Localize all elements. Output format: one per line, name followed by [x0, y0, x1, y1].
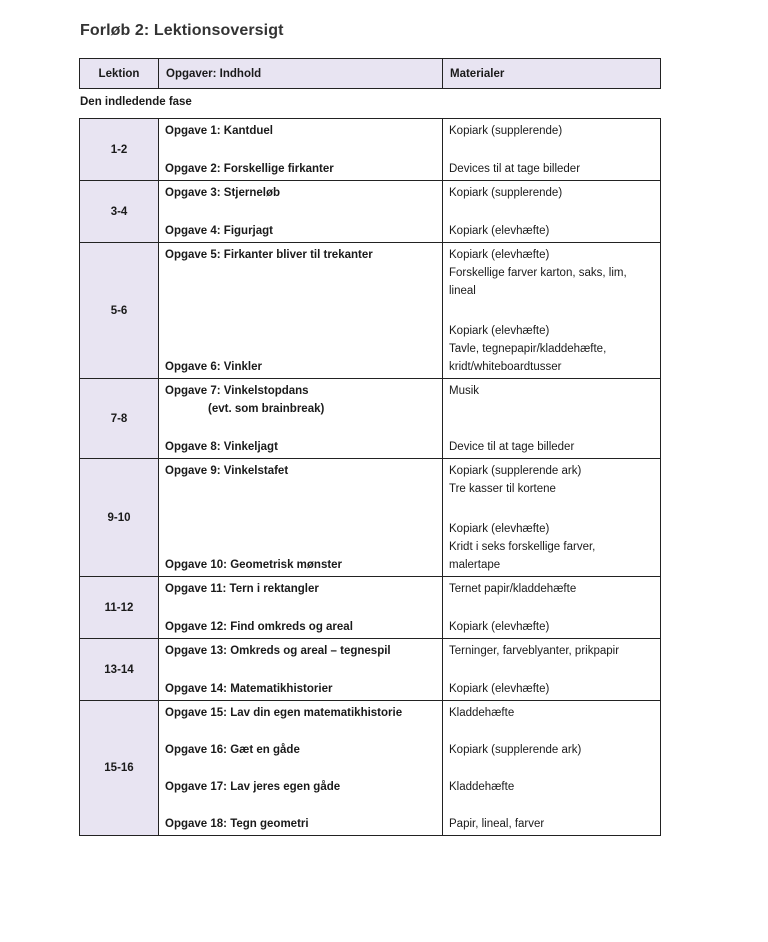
tasks-cell: [159, 639, 443, 701]
tasks-cell: [159, 459, 443, 577]
task-block: [165, 642, 436, 660]
material-line: Kladdehæfte: [449, 707, 515, 719]
lektion-cell: 13-14: [80, 639, 159, 701]
task-block: [165, 358, 436, 376]
material-line: Musik: [449, 385, 480, 397]
task-title: Opgave 4: Figurjagt: [165, 225, 273, 237]
material-block: [449, 438, 654, 456]
lektion-cell: 11-12: [80, 577, 159, 639]
material-block: [449, 815, 654, 833]
task-title: Opgave 6: Vinkler: [165, 361, 262, 373]
material-line: Ternet papir/kladdehæfte: [449, 583, 577, 595]
material-block: [449, 160, 654, 178]
material-line: Devices til at tage billeder: [449, 163, 581, 175]
material-line: Tre kasser til kortene: [449, 483, 556, 495]
task-title: Opgave 12: Find omkreds og areal: [165, 621, 353, 633]
material-line: Kopiark (elevhæfte): [449, 225, 550, 237]
task-title: Opgave 2: Forskellige firkanter: [165, 163, 334, 175]
tasks-cell: [159, 577, 443, 639]
materials-cell: [443, 379, 661, 459]
task-note: (evt. som brainbreak): [208, 403, 325, 415]
material-line: Kopiark (supplerende ark): [449, 744, 582, 756]
material-block: [449, 704, 654, 722]
task-title: Opgave 3: Stjerneløb: [165, 187, 281, 199]
material-block: [449, 741, 654, 759]
material-line: Kopiark (supplerende ark): [449, 465, 582, 477]
material-block: [449, 462, 654, 498]
material-block: [449, 618, 654, 636]
material-line: Forskellige farver karton, saks, lim,: [449, 267, 627, 279]
material-line: malertape: [449, 559, 501, 571]
task-block: [165, 438, 436, 456]
task-block: [165, 704, 436, 722]
task-block: [165, 778, 436, 796]
task-title: Opgave 13: Omkreds og areal – tegnespil: [165, 645, 391, 657]
task-block: [165, 246, 436, 264]
tasks-cell: [159, 181, 443, 243]
table-row: [80, 639, 661, 701]
material-block: [449, 520, 654, 574]
phase-label: Den indledende fase: [80, 96, 192, 108]
material-line: Kopiark (elevhæfte): [449, 621, 550, 633]
task-block: [165, 184, 436, 202]
material-line: Kopiark (supplerende): [449, 125, 563, 137]
material-block: [449, 222, 654, 240]
tasks-cell: [159, 243, 443, 379]
lektion-cell: 1-2: [80, 119, 159, 181]
materials-cell: [443, 119, 661, 181]
material-line: lineal: [449, 285, 476, 297]
task-block: [165, 122, 436, 140]
page-title: Forløb 2: Lektionsoversigt: [80, 22, 284, 39]
task-title: Opgave 17: Lav jeres egen gåde: [165, 781, 341, 793]
task-block: [165, 741, 436, 759]
material-line: Kopiark (elevhæfte): [449, 683, 550, 695]
material-line: Kridt i seks forskellige farver,: [449, 541, 596, 553]
task-block: [165, 462, 436, 480]
task-title: Opgave 5: Firkanter bliver til trekanter: [165, 249, 373, 261]
lektion-cell: 7-8: [80, 379, 159, 459]
materials-cell: [443, 459, 661, 577]
tasks-cell: [159, 119, 443, 181]
table-header: [79, 58, 661, 89]
task-title: Opgave 7: Vinkelstopdans: [165, 385, 309, 397]
lektion-cell: 5-6: [80, 243, 159, 379]
tasks-cell: [159, 701, 443, 836]
table-row: [80, 379, 661, 459]
task-title: Opgave 11: Tern i rektangler: [165, 583, 319, 595]
lesson-table: [79, 118, 661, 836]
lektion-cell: 3-4: [80, 181, 159, 243]
material-block: [449, 382, 654, 400]
task-title: Opgave 1: Kantduel: [165, 125, 273, 137]
material-block: [449, 778, 654, 796]
material-line: Papir, lineal, farver: [449, 818, 545, 830]
materials-cell: [443, 243, 661, 379]
material-line: Device til at tage billeder: [449, 441, 575, 453]
lektion-cell: 15-16: [80, 701, 159, 836]
header-lektion: Lektion: [80, 59, 159, 89]
task-block: [165, 618, 436, 636]
table-row: [80, 243, 661, 379]
task-block: [165, 160, 436, 178]
task-title: Opgave 10: Geometrisk mønster: [165, 559, 343, 571]
material-line: Kopiark (elevhæfte): [449, 523, 550, 535]
material-line: Kopiark (elevhæfte): [449, 325, 550, 337]
header-opgaver: Opgaver: Indhold: [159, 59, 443, 89]
header-materialer: Materialer: [443, 59, 661, 89]
task-title: Opgave 16: Gæt en gåde: [165, 744, 300, 756]
task-title: Opgave 9: Vinkelstafet: [165, 465, 289, 477]
materials-cell: [443, 639, 661, 701]
task-title: Opgave 8: Vinkeljagt: [165, 441, 278, 453]
task-block: [165, 222, 436, 240]
task-title: Opgave 18: Tegn geometri: [165, 818, 309, 830]
task-block: [165, 382, 436, 418]
table-row: [80, 701, 661, 836]
task-title: Opgave 15: Lav din egen matematikhistorie: [165, 707, 403, 719]
material-line: Kopiark (elevhæfte): [449, 249, 550, 261]
tasks-cell: [159, 379, 443, 459]
table-row: [80, 119, 661, 181]
material-line: Kladdehæfte: [449, 781, 515, 793]
task-block: [165, 580, 436, 598]
task-block: [165, 815, 436, 833]
material-line: Terninger, farveblyanter, prikpapir: [449, 645, 620, 657]
lektion-cell: 9-10: [80, 459, 159, 577]
material-block: [449, 184, 654, 202]
table-row: [80, 577, 661, 639]
material-line: kridt/whiteboardtusser: [449, 361, 562, 373]
material-block: [449, 322, 654, 376]
materials-cell: [443, 577, 661, 639]
material-block: [449, 680, 654, 698]
materials-cell: [443, 701, 661, 836]
task-title: Opgave 14: Matematikhistorier: [165, 683, 333, 695]
materials-cell: [443, 181, 661, 243]
material-line: Tavle, tegnepapir/kladdehæfte,: [449, 343, 607, 355]
task-block: [165, 556, 436, 574]
material-block: [449, 580, 654, 598]
task-block: [165, 680, 436, 698]
material-block: [449, 122, 654, 140]
table-row: [80, 459, 661, 577]
material-line: Kopiark (supplerende): [449, 187, 563, 199]
material-block: [449, 642, 654, 660]
table-row: [80, 181, 661, 243]
material-block: [449, 246, 654, 300]
